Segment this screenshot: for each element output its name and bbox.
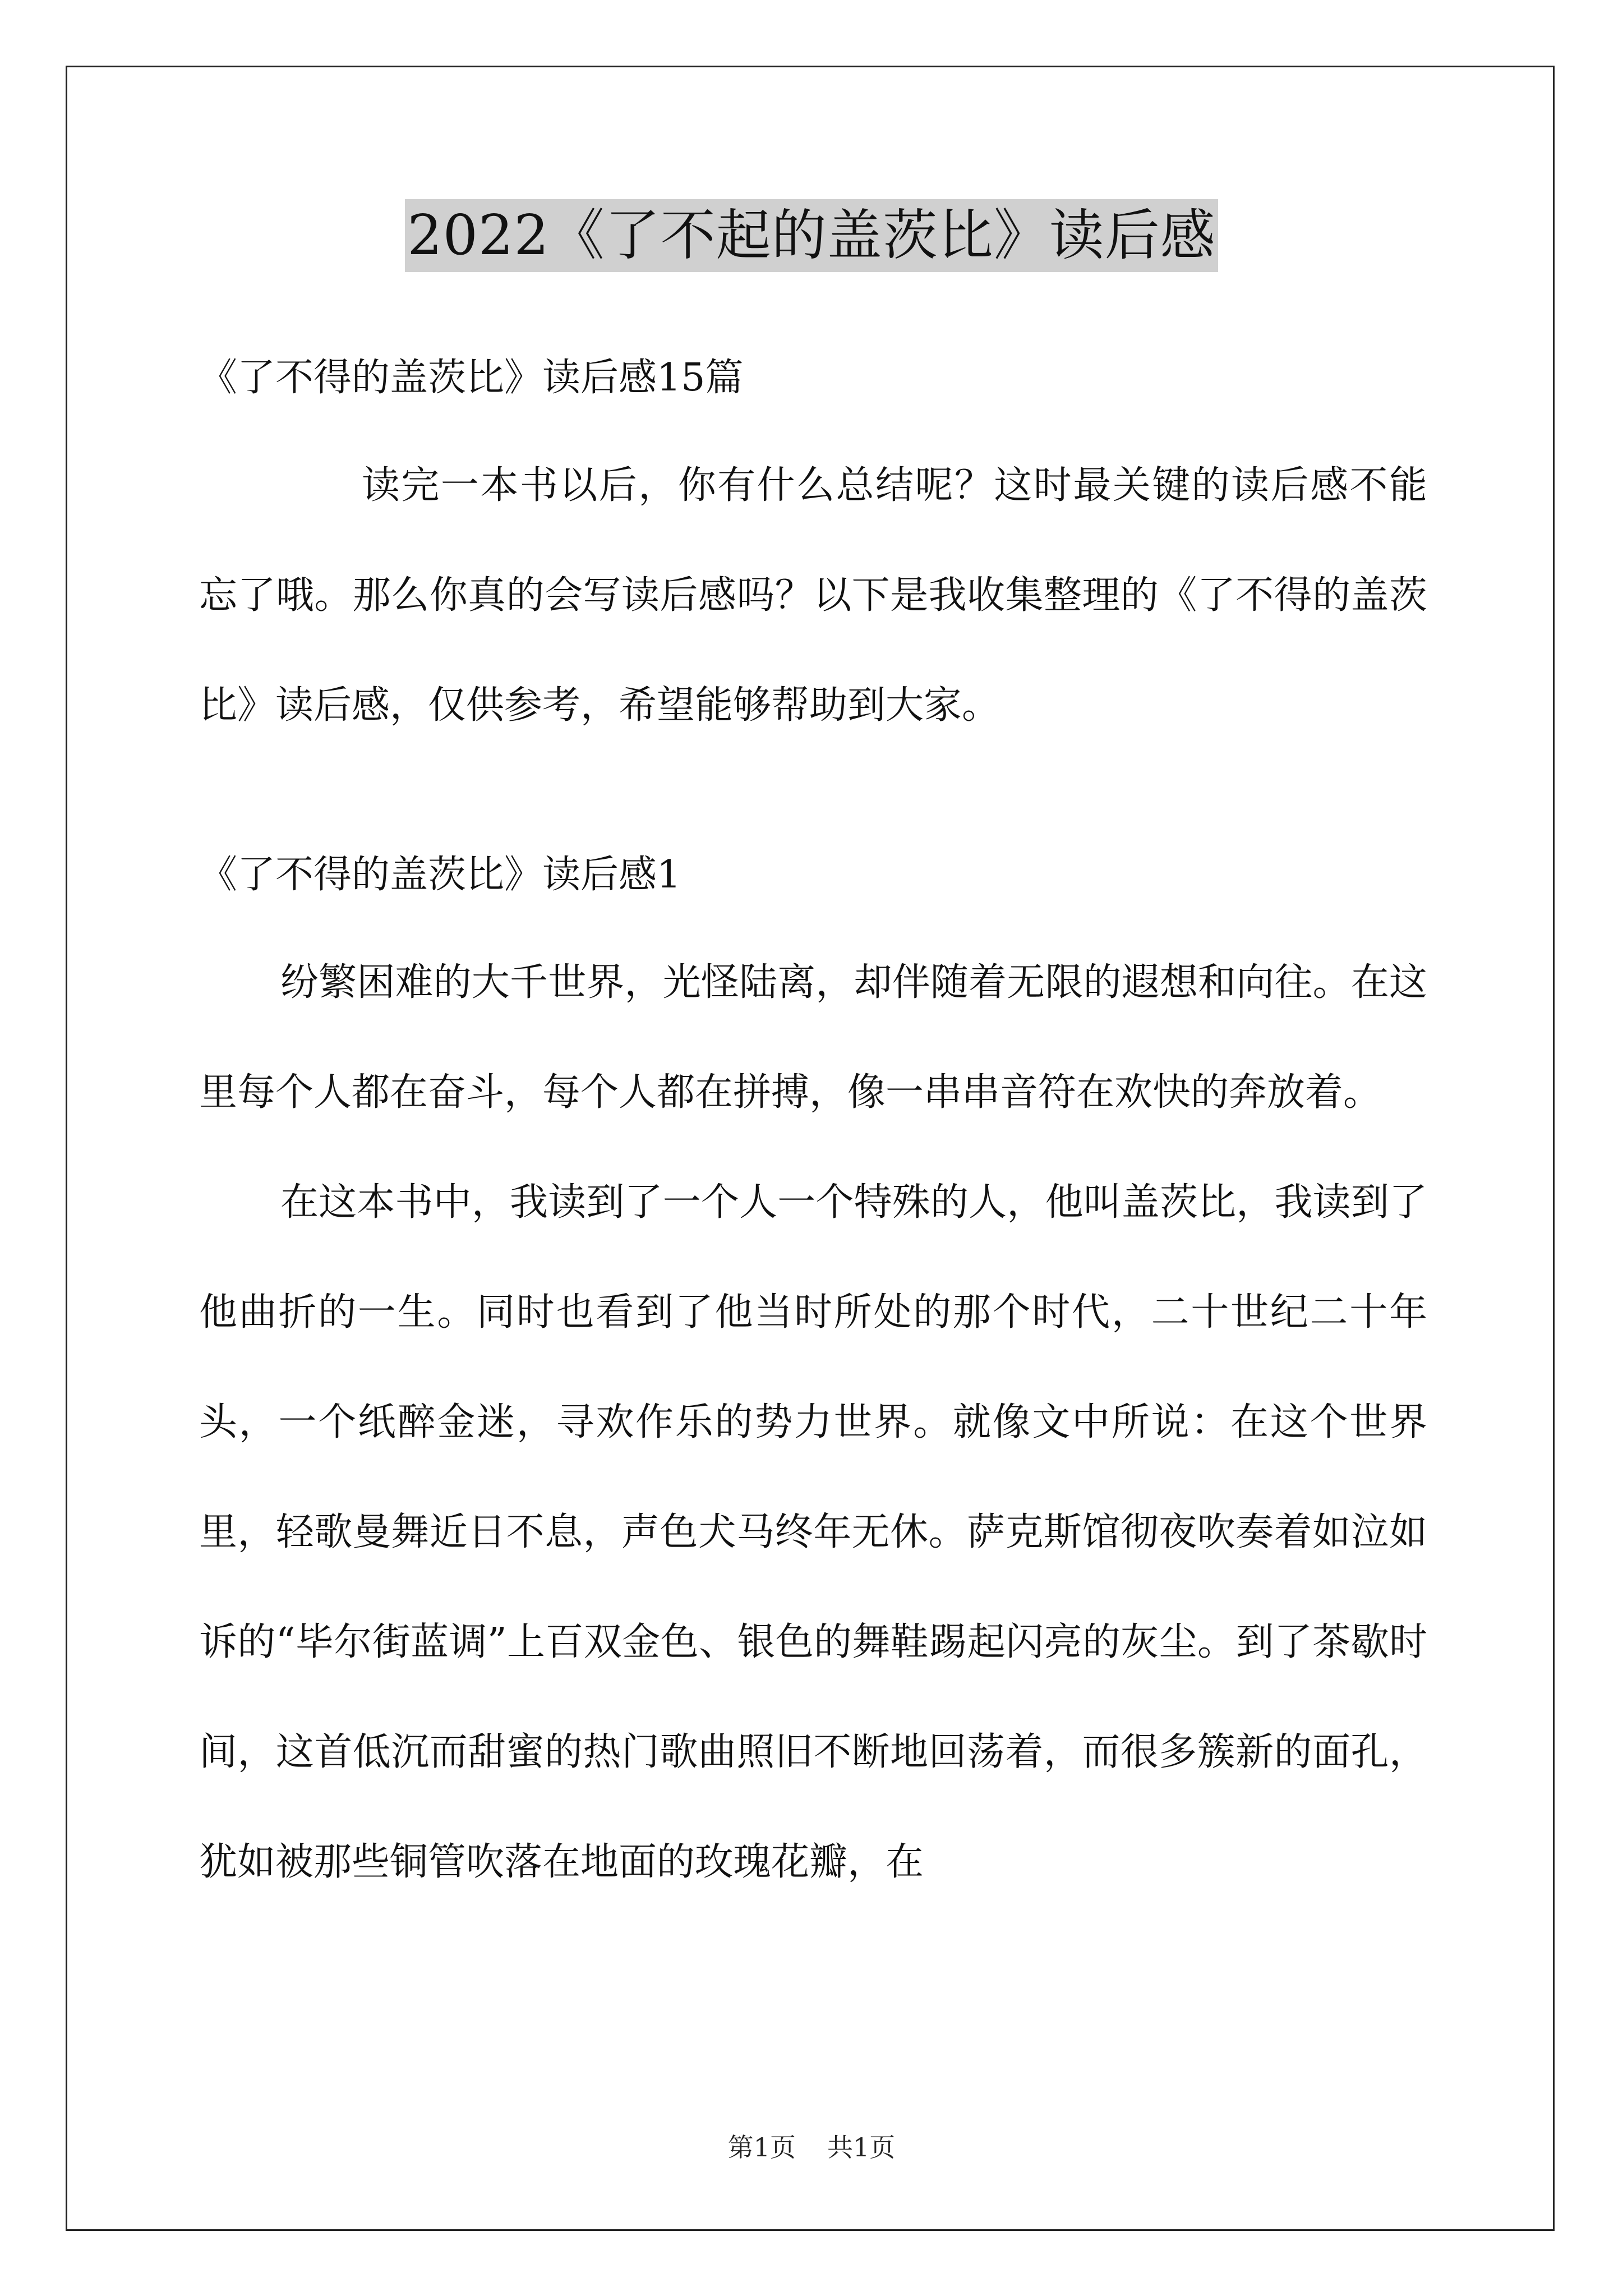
body-paragraph: 在这本书中，我读到了一个人一个特殊的人，他叫盖茨比，我读到了他曲折的一生。同时也看到了他当时所处的那个时代，二十世纪二十年头，一个纸醉金迷，寻欢作乐的势力世界。就像文中所说：在这个世界里，轻歌曼舞近日不息，声色犬马终年无休。萨克斯馆彻夜吹奏着如泣如诉的“毕尔街蓝调”上百双金色、银色的舞鞋踢起闪亮的灰尘。到了茶歇时间，这首低沉而甜蜜的热门歌曲照旧不断地回荡着，而很多簇新的面孔，犹如被那些铜管吹落在地面的玫瑰花瓣，在 bbox=[199, 1180, 1427, 1884]
title-block bbox=[0, 199, 1623, 272]
document-subtitle: 《了不得的盖茨比》读后感15篇 bbox=[199, 356, 744, 400]
body-paragraph: 纷繁困难的大千世界，光怪陆离，却伴随着无限的遐想和向往。在这里每个人都在奋斗，每个人都在拼搏，像一串串音符在欢快的奔放着。 bbox=[199, 960, 1427, 1115]
intro-paragraph: 读完一本书以后，你有什么总结呢？这时最关键的读后感不能忘了哦。那么你真的会写读后感吗？以下是我收集整理的《了不得的盖茨比》读后感，仅供参考，希望能够帮助到大家。 bbox=[199, 463, 1427, 728]
section-gap bbox=[199, 761, 1427, 817]
section-heading: 《了不得的盖茨比》读后感1 bbox=[199, 853, 681, 897]
document-title: 2022《了不起的盖茨比》读后感 bbox=[405, 199, 1218, 272]
page-total: 共1页 bbox=[827, 2132, 896, 2162]
page-number: 第1页 bbox=[727, 2132, 796, 2162]
document-body bbox=[199, 342, 1427, 1917]
page-footer bbox=[0, 2131, 1623, 2164]
